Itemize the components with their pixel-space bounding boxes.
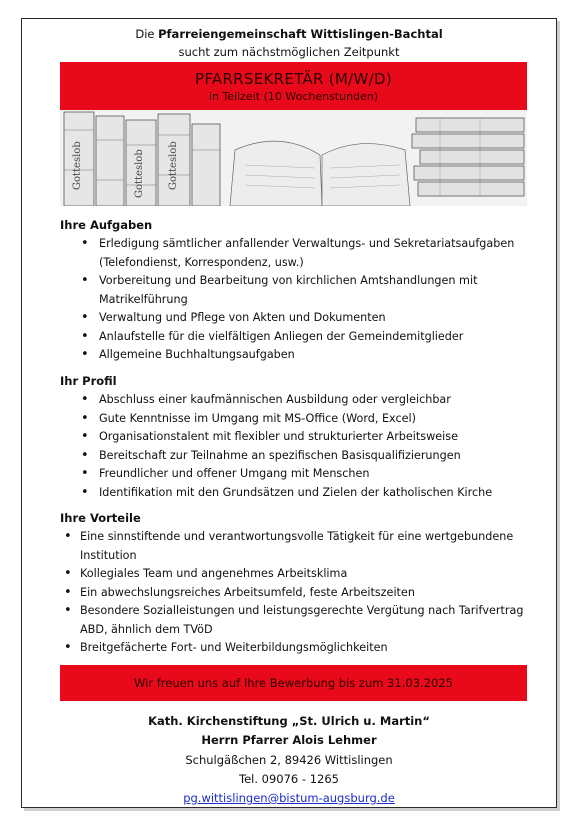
list-item: • Eine sinnstiftende und verantwortungsvolle Tätigkeit für eine wertgebundene Institution xyxy=(60,528,530,565)
list-item: • Besondere Sozialleistungen und leistungsgerechte Vergütung nach Tarifvertrag ABD, ähnlich dem TVöD xyxy=(60,602,530,639)
list-item: • Breitgefächerte Fort- und Weiterbildungsmöglichkeiten xyxy=(60,639,530,658)
intro-org: Pfarreiengemeinschaft Wittislingen-Bachtal xyxy=(158,27,443,41)
intro-line-1 xyxy=(22,27,556,41)
intro-prefix: Die xyxy=(135,27,159,41)
photo-label-1: Gotteslob xyxy=(72,141,83,190)
list-item: • Ein abwechslungsreiches Arbeitsumfeld, feste Arbeitszeiten xyxy=(60,584,530,603)
section-vorteile xyxy=(60,511,530,658)
photo-label-3: Gotteslob xyxy=(168,141,179,190)
list-item: • Verwaltung und Pflege von Akten und Dokumenten xyxy=(60,309,530,328)
contact-person: Herrn Pfarrer Alois Lehmer xyxy=(201,733,377,747)
list-item: • Gute Kenntnisse im Umgang mit MS-Office (Word, Excel) xyxy=(60,410,530,429)
contact-email-link[interactable]: pg.wittislingen@bistum-augsburg.de xyxy=(183,791,395,805)
list-profil xyxy=(60,391,530,502)
heading-aufgaben: Ihre Aufgaben xyxy=(60,218,153,232)
list-item: • Bereitschaft zur Teilnahme an spezifischen Basisqualifizierungen xyxy=(60,447,530,466)
list-item: • Erledigung sämtlicher anfallender Verwaltungs- und Sekretariatsaufgaben (Telefondienst, Korrespondenz, usw.) xyxy=(60,235,530,272)
list-aufgaben xyxy=(60,235,530,365)
closing-banner xyxy=(60,665,527,701)
list-item: • Identifikation mit den Grundsätzen und Zielen der katholischen Kirche xyxy=(60,484,530,503)
section-aufgaben xyxy=(60,218,530,365)
job-subtitle: in Teilzeit (10 Wochenstunden) xyxy=(208,90,379,103)
list-item: • Anlaufstelle für die vielfältigen Anliegen der Gemeindemitglieder xyxy=(60,328,530,347)
list-item: • Abschluss einer kaufmännischen Ausbildung oder vergleichbar xyxy=(60,391,530,410)
contact-address: Schulgäßchen 2, 89426 Wittislingen xyxy=(185,753,393,767)
closing-text: Wir freuen uns auf Ihre Bewerbung bis zum 31.03.2025 xyxy=(134,676,453,690)
list-item: • Vorbereitung und Bearbeitung von kirchlichen Amtshandlungen mit Matrikelführung xyxy=(60,272,530,309)
intro-line-2: sucht zum nächstmöglichen Zeitpunkt xyxy=(178,45,400,59)
list-item: • Freundlicher und offener Umgang mit Menschen xyxy=(60,465,530,484)
list-item: • Kollegiales Team und angenehmes Arbeitsklima xyxy=(60,565,530,584)
photo-label-2: Gotteslob xyxy=(134,149,145,198)
title-banner xyxy=(60,62,527,110)
contact-org: Kath. Kirchenstiftung „St. Ulrich u. Martin“ xyxy=(148,714,430,728)
heading-profil: Ihr Profil xyxy=(60,374,117,388)
contact-phone: Tel. 09076 - 1265 xyxy=(239,772,339,786)
list-item: • Organisationstalent mit flexibler und strukturierter Arbeitsweise xyxy=(60,428,530,447)
job-title: PFARRSEKRETÄR (M/W/D) xyxy=(194,70,393,88)
section-profil xyxy=(60,374,530,502)
job-posting xyxy=(21,18,557,808)
heading-vorteile: Ihre Vorteile xyxy=(60,511,141,525)
list-vorteile xyxy=(60,528,530,658)
list-item: • Allgemeine Buchhaltungsaufgaben xyxy=(60,346,530,365)
hymnbook-photo xyxy=(60,110,527,206)
